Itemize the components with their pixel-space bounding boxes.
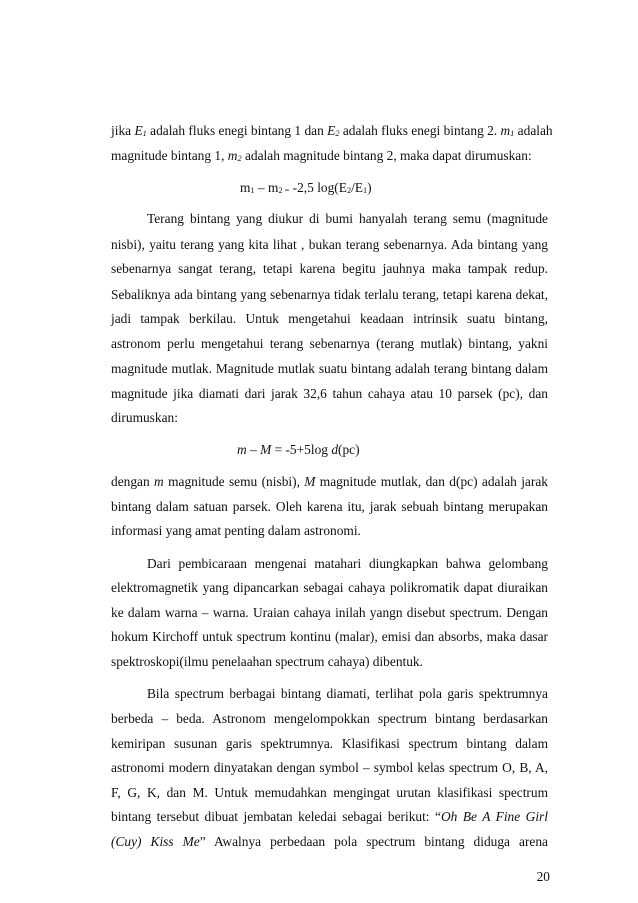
text-line: astronom perlu mengetahui terang sebenarnya (terang mutlak) bintang, yakni	[111, 336, 548, 351]
text-line: F, G, K, dan M. Untuk memudahkan mengingat urutan klasifikasi spectrum	[111, 785, 548, 800]
text-line: Sebaliknya ada bintang yang sebenarnya tidak terlalu terang, tetapi karena dekat,	[111, 287, 548, 302]
text-line: kemiripan susunan garis spektrumnya. Klasifikasi spectrum bintang dalam	[111, 736, 548, 751]
text-line: bintang dalam satuan parsek. Oleh karena itu, jarak sebuah bintang merupakan	[111, 499, 548, 514]
text-line: berbeda – beda. Astronom mengelompokkan spectrum bintang berdasarkan	[111, 711, 548, 726]
text-line: Terang bintang yang diukur di bumi hanyalah terang semu (magnitude	[147, 211, 548, 226]
formula-flux-ratio: $m_1 - m_{2 =}$ -2,5 $\log(E_2/E_1)$	[240, 180, 372, 196]
text-line: Dari pembicaraan mengenai matahari diungkapkan bahwa gelombang	[147, 556, 548, 571]
text-line: jika $E_1$ adalah fluks enegi bintang 1 dan $E_2$ adalah fluks enegi bintang 2. $m_1$ adalah	[111, 123, 553, 139]
text-line: informasi yang amat penting dalam astronomi.	[111, 523, 361, 538]
text-line: dirumuskan:	[111, 410, 178, 425]
text-line: jadi tampak berkilau. Untuk mengetahui keadaan intrinsik suatu bintang,	[111, 311, 548, 326]
text-line: spektroskopi(ilmu penelaahan spectrum cahaya) dibentuk.	[111, 654, 423, 669]
text-line: ke dalam warna – warna. Uraian cahaya inilah yangn disebut spectrum. Dengan	[111, 605, 548, 620]
text-line: nisbi), yaitu terang yang kita lihat , bukan terang sebenarnya. Ada bintang yang	[111, 237, 548, 252]
text-line: dengan m magnitude semu (nisbi), M magnitude mutlak, dan d(pc) adalah jarak	[111, 474, 548, 489]
text-line: magnitude bintang 1, $m_2$ adalah magnitude bintang 2, maka dapat dirumuskan:	[111, 148, 532, 164]
text-line: elektromagnetik yang dipancarkan sebagai cahaya polikromatik dapat diuraikan	[111, 580, 548, 595]
text-line: astronomi modern dinyatakan dengan symbol – symbol kelas spectrum O, B, A,	[111, 760, 548, 775]
text-line: magnitude jika diamati dari jarak 32,6 tahun cahaya atau 10 parsek (pc), dan	[111, 386, 548, 401]
text-line: (Cuy) Kiss Me” Awalnya perbedaan pola spectrum bintang diduga arena	[111, 834, 549, 849]
text-line: bintang tersebut dibuat jembatan keledai sebagai berikut: “Oh Be A Fine Girl	[111, 809, 548, 824]
page-number: 20	[536, 869, 550, 884]
formula-distance-modulus: m – M = -5+5log d(pc)	[237, 442, 360, 457]
text-line: hokum Kirchoff untuk spectrum kontinu (malar), emisi dan absorbs, maka dasar	[111, 629, 548, 644]
text-line: sebenarnya sangat terang, tetapi karena begitu jauhnya maka tampak redup.	[111, 261, 548, 276]
text-line: Bila spectrum berbagai bintang diamati, terlihat pola garis spektrumnya	[147, 686, 548, 701]
text-line: magnitude mutlak. Magnitude mutlak suatu bintang adalah terang bintang dalam	[111, 361, 548, 376]
